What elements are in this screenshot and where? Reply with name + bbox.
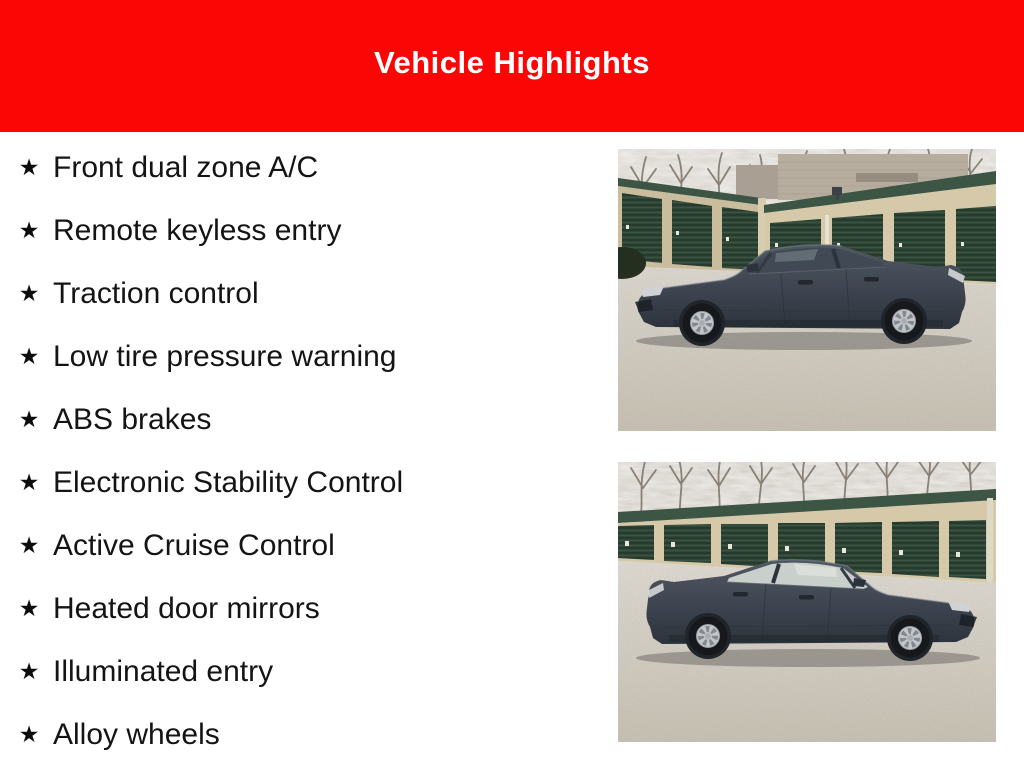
star-icon: ★ xyxy=(18,343,40,370)
star-icon: ★ xyxy=(18,154,40,181)
feature-label: Low tire pressure warning xyxy=(53,339,397,373)
star-icon: ★ xyxy=(18,217,40,244)
star-icon: ★ xyxy=(18,721,40,748)
vehicle-photo-bottom xyxy=(618,462,996,742)
star-icon: ★ xyxy=(18,658,40,685)
feature-item xyxy=(0,640,600,703)
feature-label: Remote keyless entry xyxy=(53,213,342,247)
star-icon: ★ xyxy=(18,595,40,622)
feature-item xyxy=(0,262,600,325)
feature-item xyxy=(0,325,600,388)
feature-label: Illuminated entry xyxy=(53,654,274,688)
feature-list xyxy=(0,136,600,766)
feature-item xyxy=(0,703,600,766)
header-banner xyxy=(0,0,1024,132)
feature-label: Front dual zone A/C xyxy=(53,150,319,184)
feature-label: Traction control xyxy=(53,276,259,310)
feature-item xyxy=(0,199,600,262)
feature-item xyxy=(0,136,600,199)
feature-label: Alloy wheels xyxy=(53,717,220,751)
feature-item xyxy=(0,451,600,514)
star-icon: ★ xyxy=(18,469,40,496)
feature-item xyxy=(0,388,600,451)
feature-label: Electronic Stability Control xyxy=(53,465,404,499)
feature-label: ABS brakes xyxy=(53,402,212,436)
feature-item xyxy=(0,514,600,577)
page-title: Vehicle Highlights xyxy=(374,45,650,80)
feature-label: Active Cruise Control xyxy=(53,528,335,562)
feature-item xyxy=(0,577,600,640)
feature-label: Heated door mirrors xyxy=(53,591,320,625)
star-icon: ★ xyxy=(18,280,40,307)
vehicle-photo-top xyxy=(618,149,996,431)
star-icon: ★ xyxy=(18,406,40,433)
star-icon: ★ xyxy=(18,532,40,559)
